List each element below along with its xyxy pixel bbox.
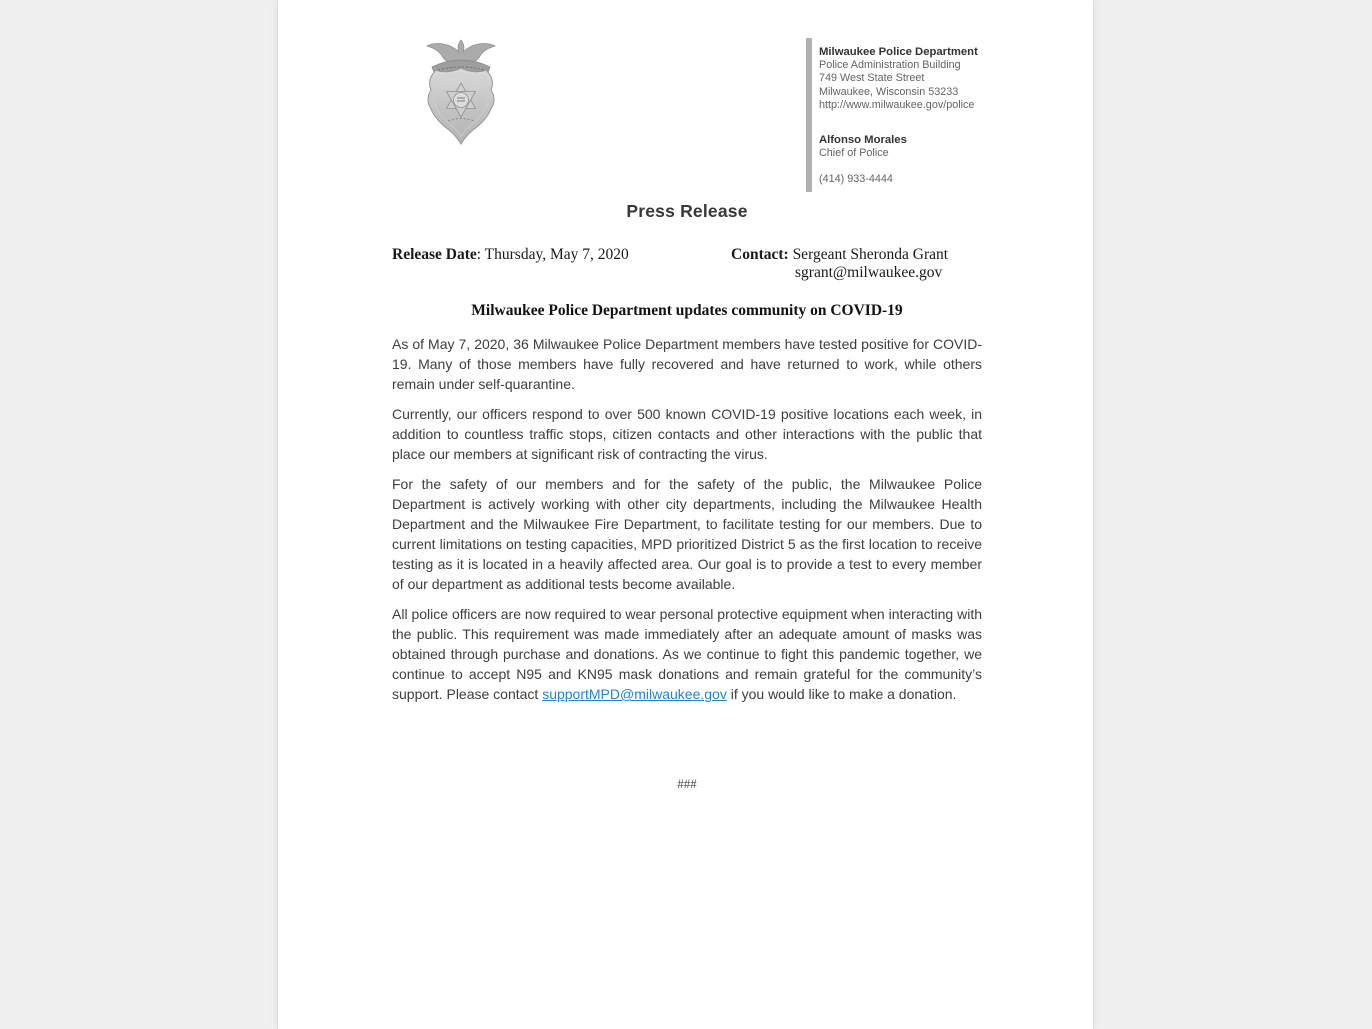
- release-date: [392, 246, 629, 264]
- letterhead-address-line: Milwaukee, Wisconsin 53233: [819, 85, 959, 98]
- page-title: Press Release: [626, 201, 748, 221]
- phone-number: (414) 933-4444: [819, 173, 893, 186]
- closing-text-after-link: if you would like to make a donation.: [726, 686, 957, 702]
- police-badge-icon: [418, 38, 504, 146]
- body-paragraph-2: Currently, our officers respond to over 500 known COVID-19 positive locations each week, in addition to countless traffic stops, citizen contacts and other interactions with the public that place our members at significant risk of contracting the virus.: [392, 406, 982, 462]
- end-mark: ###: [677, 776, 697, 791]
- letterhead-divider-bar: [806, 38, 812, 192]
- contact-name: Sergeant Sheronda Grant: [788, 246, 949, 263]
- meta-row: [392, 246, 982, 290]
- letterhead-website: http://www.milwaukee.gov/police: [819, 98, 975, 111]
- release-date-value: : Thursday, May 7, 2020: [476, 246, 629, 263]
- chief-name: Alfonso Morales: [819, 134, 907, 147]
- contact-label: Contact:: [731, 246, 789, 263]
- letterhead-address-line: Police Administration Building: [819, 59, 961, 72]
- letterhead-address-line: 749 West State Street: [819, 72, 925, 85]
- release-date-label: Release Date: [392, 246, 477, 263]
- letterhead-department: Milwaukee Police Department: [819, 46, 978, 58]
- contact-info: [731, 246, 948, 282]
- chief-title: Chief of Police: [819, 147, 889, 160]
- closing-text-before-link: All police officers are now required to wear personal protective equipment when interacting with the public. This requirement was made immediately after an adequate amount of masks was obtained through purchase and donations. As we continue to fight this pandemic together, we continue to accept N95 and KN95 mask donations and remain grateful for the community’s support. Please contact: [392, 606, 982, 702]
- letterhead-block: [819, 46, 1049, 187]
- headline: Milwaukee Police Department updates community on COVID-19: [471, 302, 903, 319]
- press-release-page: [277, 0, 1094, 1029]
- body-paragraph-3: For the safety of our members and for the safety of the public, the Milwaukee Police Department is actively working with other city departments, including the Milwaukee Health Department and the Milwaukee Fire Department, to facilitate testing for our members. Due to current limitations on testing capacities, MPD prioritized District 5 as the first location to receive testing as it is located in a heavily affected area. Our goal is to provide a test to every member of our department as additional tests become available.: [392, 476, 982, 592]
- body-paragraph-1: As of May 7, 2020, 36 Milwaukee Police Department members have tested positive for COVID-19. Many of those members have fully recovered and have returned to work, while others remain under self-quarantine.: [392, 336, 982, 392]
- body-paragraph-4: [392, 604, 982, 704]
- donation-email-link[interactable]: supportMPD@milwaukee.gov: [542, 686, 727, 702]
- body-text: [392, 334, 982, 714]
- contact-email: sgrant@milwaukee.gov: [795, 264, 943, 281]
- contact-line: [731, 246, 948, 264]
